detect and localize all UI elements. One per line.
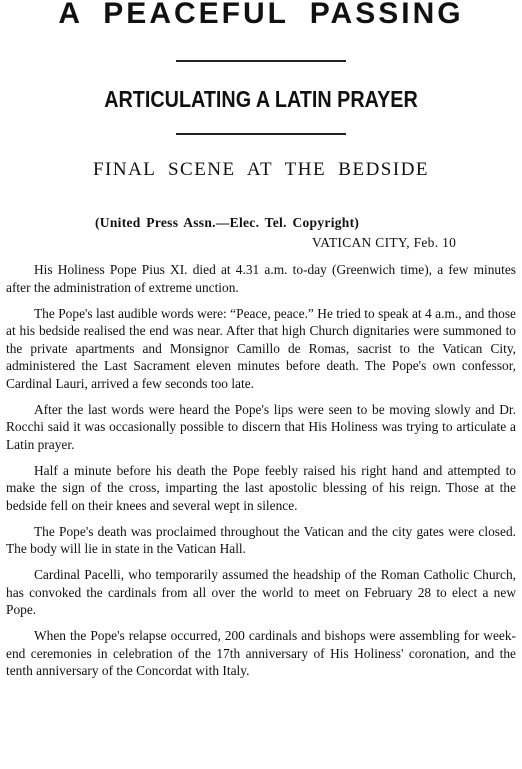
paragraph: After the last words were heard the Pope's lips were seen to be moving slowly and Dr. Rocchi said it was occasionally possible to discern that His Holiness was trying to articulate a Latin prayer. [6, 401, 516, 452]
headline-divider-top [176, 60, 346, 62]
dateline: VATICAN CITY, Feb. 10 [312, 235, 457, 250]
paragraph: Half a minute before his death the Pope feebly raised his right hand and attempted to make the sign of the cross, imparting the last apostolic blessing of his reign. Those at the bedside fell on their knees and several wept in silence. [6, 462, 516, 513]
paragraph: Cardinal Pacelli, who temporarily assumed the headship of the Roman Catholic Church, has convoked the cardinals from all over the world to meet on February 28 to elect a new Pope. [6, 567, 516, 617]
paragraph: The Pope's death was proclaimed throughout the Vatican and the city gates were closed. The body will lie in state in the Vatican Hall. [6, 523, 516, 556]
paragraph: The Pope's last audible words were: “Peace, peace.” He tried to speak at 4 a.m., and those at his bedside realised the end was near. After that high Church dignitaries were summoned to the private apartments and Monsignor Camillo de Romas, sacrist to the Vatican City, administered the Last Sacrament eleven minutes before death. The Pope's own confessor, Cardinal Lauri, arrived a few seconds too late. [6, 305, 516, 391]
headline-divider-bottom [176, 133, 346, 135]
headline-deck: FINAL SCENE AT THE BEDSIDE [92, 159, 430, 180]
headline-sub: ARTICULATING A LATIN PRAYER [104, 86, 418, 112]
headline-main: A PEACEFUL PASSING [58, 0, 464, 30]
paragraph: His Holiness Pope Pius XI. died at 4.31 a.m. to-day (Greenwich time), a few minutes after the administration of extreme unction. [6, 262, 516, 295]
article-body [6, 261, 516, 688]
wire-credit: (United Press Assn.—Elec. Tel. Copyright) [95, 215, 360, 230]
paragraph: When the Pope's relapse occurred, 200 cardinals and bishops were assembling for week-end ceremonies in celebration of the 17th anniversary of His Holiness' coronation, and the tenth anniversary of the Concordat with Italy. [6, 628, 516, 678]
